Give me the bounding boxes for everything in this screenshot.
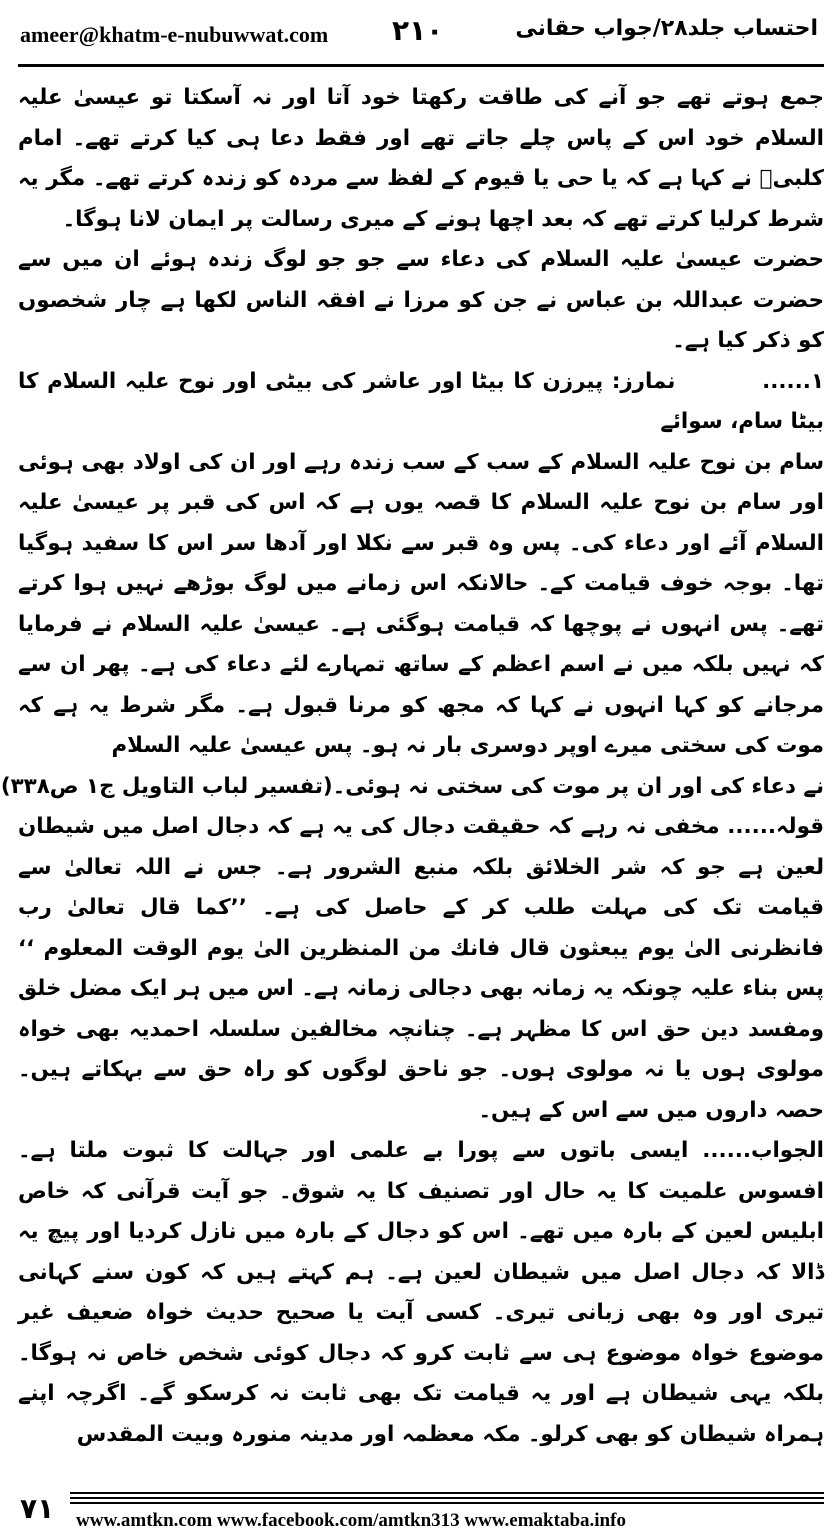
page-footer [0, 1490, 840, 1540]
page-number: ۲۱۰ [392, 14, 444, 47]
item-number: ۱...... [762, 368, 824, 394]
page-header [0, 0, 840, 70]
item-text: نمارز: پیرزن کا بیٹا اور عاشر کی بیٹی اور نوح علیہ السلام کا بیٹا سام، سوائے [18, 368, 824, 434]
paragraph-3: سام بن نوح علیہ السلام کے سب کے سب زندہ رہے اور ان کی اولاد بھی ہوئی اور سام بن نوح علیہ السلام کا قصہ یوں ہے کہ اس کی قبر پر عیسیٰ علیہ السلام آئے اور دعاء کی۔ پس وہ قبر سے نکلا اور آدھا سر اس کا سفید ہوگیا تھا۔ بوجہ خوف قیامت کے۔ حالانکہ اس زمانے میں لوگ بوڑھے نہیں ہوا کرتے تھے۔ پس انہوں نے پوچھا کہ قیامت ہوگئی ہے۔ عیسیٰ علیہ السلام نے فرمایا کہ نہیں بلکہ میں نے اسم اعظم کے ساتھ تمہارے لئے دعاء کی ہے۔ پھر ان سے مرجانے کو کہا انہوں نے کہا کہ مجھ کو مرنا قبول ہے۔ مگر شرط یہ ہے کہ موت کی سختی میرے اوپر دوسری بار نہ ہو۔ پس عیسیٰ علیہ السلام [18, 449, 824, 758]
header-email: ameer@khatm-e-nubuwwat.com [20, 22, 329, 47]
paragraph-4: قولہ...... مخفی نہ رہے کہ حقیقت دجال کی یہ ہے کہ دجال اصل میں شیطان لعین ہے جو کہ شر الخلائق بلکہ منبع الشرور ہے۔ جس نے اللہ تعالیٰ سے قیامت تک کی مہلت طلب کر کے حاصل کی ہے۔ ’’کما قال تعالیٰ رب فانظرنی الیٰ یوم یبعثون قال فانك من المنظرین الیٰ یوم الوقت المعلوم ‘‘ پس بناء علیہ چونکہ یہ زمانہ بھی دجالی زمانہ ہے۔ اس میں ہر ایک مضل خلق ومفسد دین حق اس کا مظہر ہے۔ چنانچہ مخالفین سلسلہ احمدیہ بھی خواہ مولوی ہوں یا نہ مولوی ہوں۔ جو ناحق لوگوں کو راہ حق سے بہکاتے ہیں۔ حصہ داروں میں سے اس کے ہیں۔ [18, 814, 824, 1123]
header-rule [18, 64, 824, 67]
footer-marker: ۷۱ [20, 1492, 55, 1525]
paragraph-5: الجواب...... ایسی باتوں سے پورا بے علمی اور جہالت کا ثبوت ملتا ہے۔ افسوس علمیت کا یہ حال اور تصنیف کا یہ شوق۔ جو آیت قرآنی کہ خاص ابلیس لعین کے بارہ میں تھے۔ اس کو دجال کے بارہ میں نازل کردیا اور پیچ یہ ڈالا کہ دجال اصل میں شیطان لعین ہے۔ ہم کہتے ہیں کہ کون سنے کہانی تیری اور وہ بھی زبانی تیری۔ کسی آیت یا صحیح حدیث خواہ ضعیف غیر موضوع خواہ موضوع ہی سے ثابت کرو کہ دجال کوئی شخص خاص نہ ہوگا۔ بلکہ یہی شیطان ہے اور یہ قیامت تک بھی ثابت نہ کرسکو گے۔ اگرچہ اپنے ہمراہ شیطان کو بھی کرلو۔ مکہ معظمہ اور مدینہ منورہ وبیت المقدس [18, 1138, 824, 1447]
paragraph-1: جمع ہوتے تھے جو آنے کی طاقت رکھتا خود آتا اور نہ آسکتا تو عیسیٰ علیہ السلام خود اس کے پاس چلے جاتے تھے اور فقط دعا ہی کیا کرتے تھے۔ امام کلبیؒ نے کہا ہے کہ یا حی یا قیوم کے لفظ سے مردہ کو زندہ کرتے تھے۔ مگر یہ شرط کرلیا کرتے تھے کہ بعد اچھا ہونے کے میری رسالت پر ایمان لانا ہوگا۔ [18, 85, 824, 232]
page-body [0, 78, 824, 1468]
paragraph-3-start [18, 362, 824, 443]
book-title: احتساب جلد۲۸/جواب حقانی [515, 16, 818, 41]
reference-citation: (تفسیر لباب التاویل ج۱ ص۳۳۸) [0, 773, 333, 799]
paragraph-2: حضرت عیسیٰ علیہ السلام کی دعاء سے جو جو لوگ زندہ ہوئے ان میں سے حضرت عبداللہ بن عباس نے جن کو مرزا نے افقہ الناس لکھا ہے چار شخصوں کو ذکر کیا ہے۔ [18, 247, 824, 353]
paragraph-3-end-row [0, 767, 824, 808]
paragraph-3-end: نے دعاء کی اور ان پر موت کی سختی نہ ہوئی۔ [332, 773, 824, 799]
footer-urls: www.amtkn.com www.facebook.com/amtkn313 www.emaktaba.info [76, 1510, 626, 1531]
footer-rules [70, 1492, 824, 1507]
